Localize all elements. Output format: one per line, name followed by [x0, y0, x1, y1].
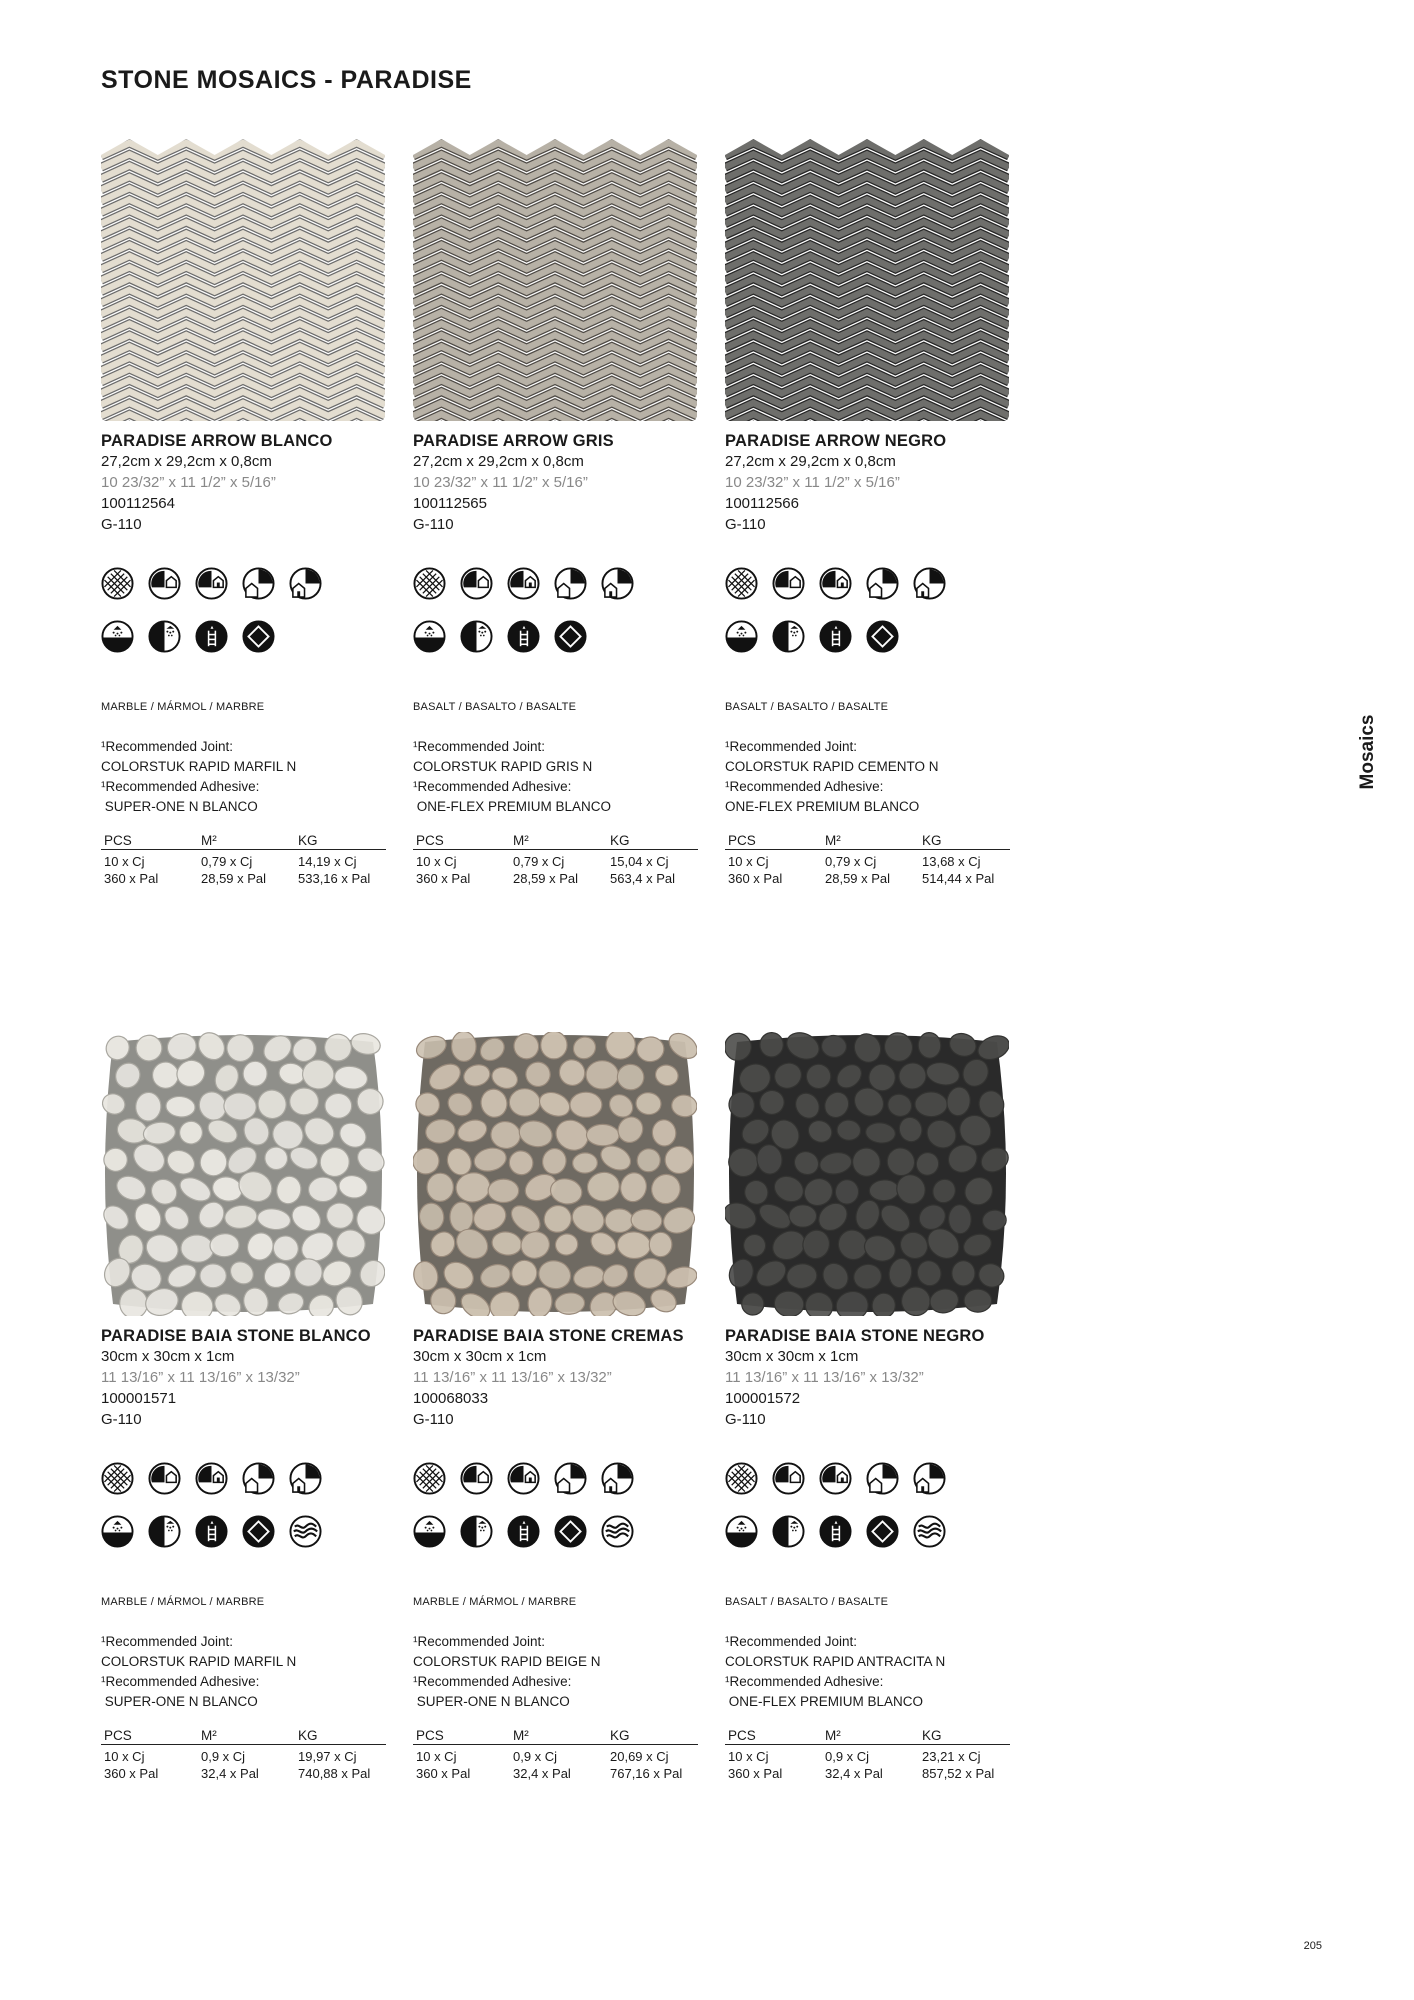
usage-icons-row	[413, 1515, 699, 1548]
table-row	[101, 850, 386, 871]
outdoor-floor-icon	[913, 567, 946, 600]
product-photo	[725, 1032, 1009, 1316]
diamond-icon	[866, 1515, 899, 1548]
table-cell-m2: 0,79 x Cj	[513, 854, 565, 869]
size-imperial: 11 13/16” x 11 13/16” x 13/32”	[413, 1369, 612, 1386]
table-cell-kg: 740,88 x Pal	[298, 1766, 371, 1781]
size-imperial: 10 23/32” x 11 1/2” x 5/16”	[101, 474, 276, 491]
pool-icon	[507, 1515, 540, 1548]
table-cell-kg: 23,21 x Cj	[922, 1749, 981, 1764]
shower-icon	[413, 620, 446, 653]
usage-icons-row	[413, 1462, 699, 1495]
shower-icon	[725, 620, 758, 653]
joint-product: COLORSTUK RAPID MARFIL N	[101, 1654, 297, 1669]
column-header-pcs: PCS	[725, 1728, 822, 1745]
material-label: BASALT / BASALTO / BASALTE	[725, 1596, 889, 1608]
product-photo	[101, 137, 385, 421]
table-row	[725, 870, 1010, 887]
joint-label: ¹Recommended Joint:	[101, 1634, 234, 1649]
indoor-floor-icon	[554, 1462, 587, 1495]
usage-icons-row	[725, 1515, 1011, 1548]
size-metric: 27,2cm x 29,2cm x 0,8cm	[101, 453, 272, 470]
adhesive-label: ¹Recommended Adhesive:	[101, 779, 260, 794]
table-cell-kg: 14,19 x Cj	[298, 854, 357, 869]
mesh-icon	[725, 1462, 758, 1495]
size-metric: 30cm x 30cm x 1cm	[413, 1348, 547, 1365]
indoor-floor-icon	[554, 567, 587, 600]
indoor-floor-icon	[242, 567, 275, 600]
indoor-floor-icon	[866, 567, 899, 600]
shower-floor-icon	[772, 1515, 805, 1548]
table-cell-pcs: 10 x Cj	[104, 854, 145, 869]
usage-icons-row	[101, 1515, 387, 1548]
table-row	[725, 1765, 1010, 1782]
usage-icons-row	[101, 620, 387, 653]
pool-icon	[819, 1515, 852, 1548]
product-card	[725, 137, 1011, 887]
non-slip-icon	[601, 1515, 634, 1548]
material-label: MARBLE / MÁRMOL / MARBRE	[101, 1596, 265, 1608]
diamond-icon	[554, 1515, 587, 1548]
table-cell-pcs: 10 x Cj	[728, 1749, 769, 1764]
table-header-row	[413, 1728, 698, 1745]
table-header-row	[413, 833, 698, 850]
table-cell-m2: 0,9 x Cj	[825, 1749, 870, 1764]
product-group: G-110	[101, 1411, 142, 1428]
mesh-icon	[101, 567, 134, 600]
adhesive-product: SUPER-ONE N BLANCO	[101, 1694, 258, 1709]
size-metric: 30cm x 30cm x 1cm	[725, 1348, 859, 1365]
table-cell-pcs: 360 x Pal	[728, 1766, 783, 1781]
column-header-kg: KG	[919, 1728, 1010, 1745]
product-card	[413, 137, 699, 887]
adhesive-product: SUPER-ONE N BLANCO	[101, 799, 258, 814]
column-header-kg: KG	[607, 1728, 698, 1745]
product-name: PARADISE ARROW GRIS	[413, 432, 614, 450]
usage-icons-row	[413, 620, 699, 653]
column-header-kg: KG	[919, 833, 1010, 850]
column-header-kg: KG	[295, 833, 386, 850]
recommendations	[101, 1632, 387, 1712]
table-cell-pcs: 360 x Pal	[104, 1766, 159, 1781]
product-photo	[413, 137, 697, 421]
table-cell-m2: 28,59 x Pal	[825, 871, 891, 886]
adhesive-label: ¹Recommended Adhesive:	[725, 779, 884, 794]
table-cell-pcs: 360 x Pal	[416, 1766, 471, 1781]
outdoor-wall-icon	[819, 1462, 852, 1495]
pool-icon	[195, 1515, 228, 1548]
product-card	[413, 1032, 699, 1782]
table-row	[101, 870, 386, 887]
outdoor-floor-icon	[913, 1462, 946, 1495]
table-cell-m2: 32,4 x Pal	[201, 1766, 259, 1781]
product-photo	[101, 1032, 385, 1316]
shower-floor-icon	[772, 620, 805, 653]
outdoor-wall-icon	[819, 567, 852, 600]
recommendations	[725, 737, 1011, 817]
diamond-icon	[554, 620, 587, 653]
table-cell-kg: 13,68 x Cj	[922, 854, 981, 869]
table-cell-m2: 28,59 x Pal	[201, 871, 267, 886]
product-card	[101, 1032, 387, 1782]
product-group: G-110	[725, 516, 766, 533]
diamond-icon	[866, 620, 899, 653]
table-row	[101, 1745, 386, 1766]
packaging-table	[725, 833, 1010, 887]
table-cell-pcs: 10 x Cj	[728, 854, 769, 869]
table-row	[413, 870, 698, 887]
non-slip-icon	[289, 1515, 322, 1548]
joint-product: COLORSTUK RAPID MARFIL N	[101, 759, 297, 774]
table-cell-m2: 32,4 x Pal	[825, 1766, 883, 1781]
packaging-table	[413, 1728, 698, 1782]
size-metric: 27,2cm x 29,2cm x 0,8cm	[725, 453, 896, 470]
product-code: 100001572	[725, 1390, 801, 1407]
pool-icon	[195, 620, 228, 653]
usage-icons-row	[101, 1462, 387, 1495]
recommendations	[101, 737, 387, 817]
joint-product: COLORSTUK RAPID CEMENTO N	[725, 759, 939, 774]
table-cell-kg: 767,16 x Pal	[610, 1766, 683, 1781]
size-imperial: 11 13/16” x 11 13/16” x 13/32”	[725, 1369, 924, 1386]
table-cell-kg: 20,69 x Cj	[610, 1749, 669, 1764]
table-cell-kg: 857,52 x Pal	[922, 1766, 995, 1781]
column-header-m2: M²	[822, 1728, 919, 1745]
table-cell-pcs: 360 x Pal	[104, 871, 159, 886]
packaging-table	[101, 833, 386, 887]
material-label: BASALT / BASALTO / BASALTE	[725, 701, 889, 713]
mesh-icon	[101, 1462, 134, 1495]
table-cell-pcs: 360 x Pal	[416, 871, 471, 886]
column-header-pcs: PCS	[413, 833, 510, 850]
page-title: STONE MOSAICS - PARADISE	[101, 66, 472, 94]
mesh-icon	[413, 1462, 446, 1495]
mesh-icon	[725, 567, 758, 600]
product-photo	[725, 137, 1009, 421]
table-row	[413, 850, 698, 871]
indoor-wall-icon	[460, 1462, 493, 1495]
joint-label: ¹Recommended Joint:	[101, 739, 234, 754]
adhesive-product: ONE-FLEX PREMIUM BLANCO	[413, 799, 612, 814]
size-imperial: 10 23/32” x 11 1/2” x 5/16”	[725, 474, 900, 491]
material-label: MARBLE / MÁRMOL / MARBRE	[101, 701, 265, 713]
adhesive-label: ¹Recommended Adhesive:	[413, 1674, 572, 1689]
outdoor-wall-icon	[507, 567, 540, 600]
column-header-pcs: PCS	[413, 1728, 510, 1745]
table-cell-m2: 0,9 x Cj	[201, 1749, 246, 1764]
product-code: 100112566	[725, 495, 799, 512]
indoor-wall-icon	[148, 1462, 181, 1495]
usage-icons-row	[413, 567, 699, 600]
mesh-icon	[413, 567, 446, 600]
outdoor-wall-icon	[195, 1462, 228, 1495]
table-cell-m2: 0,79 x Cj	[201, 854, 253, 869]
product-code: 100001571	[101, 1390, 177, 1407]
table-row	[413, 1745, 698, 1766]
outdoor-wall-icon	[507, 1462, 540, 1495]
product-group: G-110	[725, 1411, 766, 1428]
pool-icon	[819, 620, 852, 653]
diamond-icon	[242, 620, 275, 653]
table-row	[725, 850, 1010, 871]
outdoor-floor-icon	[601, 1462, 634, 1495]
shower-floor-icon	[148, 620, 181, 653]
joint-product: COLORSTUK RAPID BEIGE N	[413, 1654, 601, 1669]
joint-label: ¹Recommended Joint:	[413, 739, 546, 754]
column-header-m2: M²	[822, 833, 919, 850]
indoor-floor-icon	[242, 1462, 275, 1495]
adhesive-label: ¹Recommended Adhesive:	[725, 1674, 884, 1689]
joint-label: ¹Recommended Joint:	[725, 1634, 858, 1649]
table-row	[725, 1745, 1010, 1766]
product-name: PARADISE BAIA STONE BLANCO	[101, 1327, 371, 1345]
adhesive-product: ONE-FLEX PREMIUM BLANCO	[725, 799, 920, 814]
product-card	[101, 137, 387, 887]
size-imperial: 11 13/16” x 11 13/16” x 13/32”	[101, 1369, 300, 1386]
usage-icons-row	[725, 620, 1011, 653]
joint-label: ¹Recommended Joint:	[413, 1634, 546, 1649]
recommendations	[725, 1632, 1011, 1712]
shower-floor-icon	[148, 1515, 181, 1548]
product-code: 100112564	[101, 495, 175, 512]
adhesive-label: ¹Recommended Adhesive:	[101, 1674, 260, 1689]
packaging-table	[725, 1728, 1010, 1782]
adhesive-label: ¹Recommended Adhesive:	[413, 779, 572, 794]
product-name: PARADISE BAIA STONE CREMAS	[413, 1327, 684, 1345]
recommendations	[413, 737, 699, 817]
indoor-wall-icon	[460, 567, 493, 600]
recommendations	[413, 1632, 699, 1712]
column-header-m2: M²	[198, 833, 295, 850]
product-name: PARADISE ARROW NEGRO	[725, 432, 947, 450]
table-cell-m2: 0,79 x Cj	[825, 854, 877, 869]
joint-label: ¹Recommended Joint:	[725, 739, 858, 754]
shower-icon	[101, 620, 134, 653]
table-cell-pcs: 10 x Cj	[416, 854, 457, 869]
table-header-row	[725, 1728, 1010, 1745]
table-header-row	[101, 833, 386, 850]
usage-icons-row	[725, 567, 1011, 600]
diamond-icon	[242, 1515, 275, 1548]
table-cell-kg: 15,04 x Cj	[610, 854, 669, 869]
size-metric: 27,2cm x 29,2cm x 0,8cm	[413, 453, 584, 470]
joint-product: COLORSTUK RAPID GRIS N	[413, 759, 593, 774]
shower-floor-icon	[460, 620, 493, 653]
packaging-table	[101, 1728, 386, 1782]
outdoor-wall-icon	[195, 567, 228, 600]
product-card	[725, 1032, 1011, 1782]
usage-icons-row	[725, 1462, 1011, 1495]
table-cell-m2: 0,9 x Cj	[513, 1749, 558, 1764]
table-row	[413, 1765, 698, 1782]
indoor-floor-icon	[866, 1462, 899, 1495]
product-name: PARADISE BAIA STONE NEGRO	[725, 1327, 985, 1345]
column-header-pcs: PCS	[725, 833, 822, 850]
table-cell-m2: 28,59 x Pal	[513, 871, 579, 886]
outdoor-floor-icon	[289, 567, 322, 600]
indoor-wall-icon	[772, 567, 805, 600]
indoor-wall-icon	[772, 1462, 805, 1495]
product-code: 100068033	[413, 1390, 489, 1407]
table-cell-kg: 19,97 x Cj	[298, 1749, 357, 1764]
joint-product: COLORSTUK RAPID ANTRACITA N	[725, 1654, 946, 1669]
indoor-wall-icon	[148, 567, 181, 600]
material-label: MARBLE / MÁRMOL / MARBRE	[413, 1596, 577, 1608]
shower-floor-icon	[460, 1515, 493, 1548]
adhesive-product: SUPER-ONE N BLANCO	[413, 1694, 570, 1709]
product-group: G-110	[413, 516, 454, 533]
table-cell-m2: 32,4 x Pal	[513, 1766, 571, 1781]
packaging-table	[413, 833, 698, 887]
column-header-m2: M²	[510, 1728, 607, 1745]
column-header-pcs: PCS	[101, 833, 198, 850]
pool-icon	[507, 620, 540, 653]
table-cell-kg: 533,16 x Pal	[298, 871, 371, 886]
shower-icon	[413, 1515, 446, 1548]
non-slip-icon	[913, 1515, 946, 1548]
outdoor-floor-icon	[289, 1462, 322, 1495]
product-code: 100112565	[413, 495, 487, 512]
table-header-row	[101, 1728, 386, 1745]
outdoor-floor-icon	[601, 567, 634, 600]
product-name: PARADISE ARROW BLANCO	[101, 432, 333, 450]
column-header-m2: M²	[198, 1728, 295, 1745]
material-label: BASALT / BASALTO / BASALTE	[413, 701, 577, 713]
column-header-kg: KG	[295, 1728, 386, 1745]
size-metric: 30cm x 30cm x 1cm	[101, 1348, 235, 1365]
table-cell-kg: 563,4 x Pal	[610, 871, 676, 886]
table-cell-pcs: 360 x Pal	[728, 871, 783, 886]
table-cell-pcs: 10 x Cj	[104, 1749, 145, 1764]
page-number: 205	[1303, 1940, 1322, 1952]
size-imperial: 10 23/32” x 11 1/2” x 5/16”	[413, 474, 588, 491]
shower-icon	[725, 1515, 758, 1548]
column-header-kg: KG	[607, 833, 698, 850]
product-group: G-110	[413, 1411, 454, 1428]
product-group: G-110	[101, 516, 142, 533]
product-photo	[413, 1032, 697, 1316]
column-header-pcs: PCS	[101, 1728, 198, 1745]
adhesive-product: ONE-FLEX PREMIUM BLANCO	[725, 1694, 924, 1709]
section-side-label: Mosaics	[1357, 714, 1378, 790]
usage-icons-row	[101, 567, 387, 600]
table-row	[101, 1765, 386, 1782]
table-cell-kg: 514,44 x Pal	[922, 871, 995, 886]
shower-icon	[101, 1515, 134, 1548]
column-header-m2: M²	[510, 833, 607, 850]
table-header-row	[725, 833, 1010, 850]
table-cell-pcs: 10 x Cj	[416, 1749, 457, 1764]
